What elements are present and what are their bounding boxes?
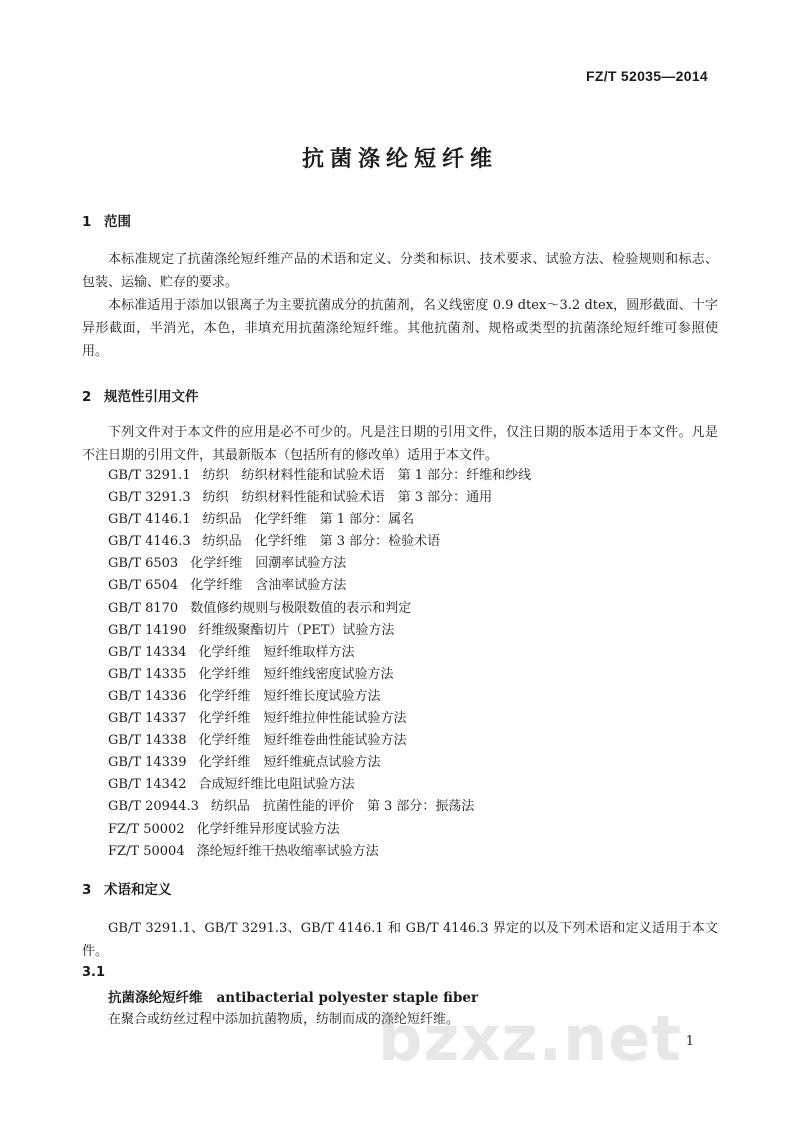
reference-item <box>108 708 531 730</box>
normative-intro: 下列文件对于本文件的应用是必不可少的。凡是注日期的引用文件，仅注日期的版本适用于本文件。凡是不注日期的引用文件，其最新版本（包括所有的修改单）适用于本文件。 <box>82 425 718 463</box>
term-definition: 在聚合或纺丝过程中添加抗菌物质，纺制而成的涤纶短纤维。 <box>108 1012 460 1027</box>
document-title: 抗菌涤纶短纤维 <box>301 147 498 172</box>
reference-code: FZ/T 50004 <box>108 843 185 859</box>
reference-code: GB/T 14337 <box>108 711 187 727</box>
reference-title: 化学纤维 短纤维长度试验方法 <box>198 688 381 704</box>
reference-item <box>108 575 531 597</box>
scope-paragraph-1: 本标准规定了抗菌涤纶短纤维产品的术语和定义、分类和标识、技术要求、试验方法、检验规则和标志、包装、运输、贮存的要求。 <box>82 252 718 290</box>
watermark: bzxz.net <box>378 1002 682 1075</box>
reference-item <box>108 553 531 575</box>
reference-code: GB/T 8170 <box>108 600 179 616</box>
reference-item <box>108 664 531 686</box>
reference-item <box>108 509 531 531</box>
reference-code: GB/T 3291.1 <box>108 468 191 483</box>
reference-code: GB/T 6503 <box>108 556 179 572</box>
reference-code: GB/T 6504 <box>108 578 179 594</box>
reference-item <box>108 642 531 664</box>
reference-title: 化学纤维 短纤维线密度试验方法 <box>198 666 394 682</box>
reference-code: GB/T 14334 <box>108 644 187 660</box>
section-number: 2 <box>82 389 92 405</box>
reference-item <box>108 465 531 487</box>
section-heading-normative <box>82 385 199 405</box>
reference-title: 数值修约规则与极限数值的表示和判定 <box>190 600 412 616</box>
reference-item <box>108 531 531 553</box>
reference-title: 合成短纤维比电阻试验方法 <box>198 777 355 793</box>
section-heading-scope <box>82 210 131 230</box>
standard-number: FZ/T 52035—2014 <box>585 68 708 84</box>
reference-item <box>108 774 531 796</box>
reference-item <box>108 819 531 841</box>
reference-code: GB/T 20944.3 <box>108 799 199 815</box>
reference-code: GB/T 14342 <box>108 777 187 793</box>
reference-code: GB/T 4146.1 <box>108 512 191 528</box>
reference-title: 纤维级聚酯切片（PET）试验方法 <box>198 622 395 638</box>
reference-title: 化学纤维 含油率试验方法 <box>190 578 347 594</box>
section-number: 1 <box>82 214 92 230</box>
reference-item <box>108 686 531 708</box>
reference-title: 化学纤维异形度试验方法 <box>196 821 340 837</box>
reference-title: 化学纤维 短纤维取样方法 <box>198 644 355 660</box>
reference-code: GB/T 14338 <box>108 733 187 749</box>
reference-code: GB/T 14335 <box>108 666 187 682</box>
reference-code: GB/T 14339 <box>108 755 187 771</box>
reference-title: 化学纤维 短纤维拉伸性能试验方法 <box>198 711 407 727</box>
reference-title: 纺织 纺织材料性能和试验术语 第 1 部分：纤维和纱线 <box>202 468 532 483</box>
section-title: 范围 <box>104 214 131 230</box>
reference-title: 化学纤维 回潮率试验方法 <box>190 556 347 572</box>
reference-item <box>108 598 531 620</box>
reference-item <box>108 620 531 642</box>
reference-code: GB/T 14336 <box>108 688 187 704</box>
section-title: 规范性引用文件 <box>104 389 199 405</box>
reference-title: 纺织品 化学纤维 第 1 部分：属名 <box>202 512 415 528</box>
reference-code: GB/T 4146.3 <box>108 534 191 550</box>
reference-title: 纺织 纺织材料性能和试验术语 第 3 部分：通用 <box>202 490 493 506</box>
reference-item <box>108 752 531 774</box>
section-heading-terms <box>82 878 172 898</box>
reference-item <box>108 841 531 863</box>
scope-paragraph-2: 本标准适用于添加以银离子为主要抗菌成分的抗菌剂，名义线密度 0.9 dtex～3.2 dtex，圆形截面、十字异形截面，半消光，本色，非填充用抗菌涤纶短纤维。其他抗菌剂、规格或类型的抗菌涤纶短纤维可参照使用。 <box>82 298 718 359</box>
page-number: 1 <box>685 1034 694 1049</box>
reference-title: 涤纶短纤维干热收缩率试验方法 <box>196 843 379 859</box>
term-chinese: 抗菌涤纶短纤维 <box>108 990 203 1006</box>
section-number: 3 <box>82 882 92 898</box>
reference-item <box>108 730 531 752</box>
term-english: antibacterial polyester staple fiber <box>216 990 479 1006</box>
reference-item <box>108 796 531 818</box>
reference-list <box>108 465 531 863</box>
reference-code: GB/T 14190 <box>108 622 187 638</box>
terms-intro: GB/T 3291.1、GB/T 3291.3、GB/T 4146.1 和 GB/T 4146.3 界定的以及下列术语和定义适用于本文件。 <box>82 921 718 959</box>
reference-title: 纺织品 化学纤维 第 3 部分：检验术语 <box>202 534 441 550</box>
subclause-number: 3.1 <box>82 965 106 980</box>
section-title: 术语和定义 <box>104 882 172 898</box>
reference-item <box>108 487 531 509</box>
reference-code: FZ/T 50002 <box>108 821 185 837</box>
reference-code: GB/T 3291.3 <box>108 490 191 506</box>
reference-title: 化学纤维 短纤维疵点试验方法 <box>198 755 381 771</box>
reference-title: 纺织品 抗菌性能的评价 第 3 部分：振荡法 <box>210 799 475 815</box>
reference-title: 化学纤维 短纤维卷曲性能试验方法 <box>198 733 407 749</box>
